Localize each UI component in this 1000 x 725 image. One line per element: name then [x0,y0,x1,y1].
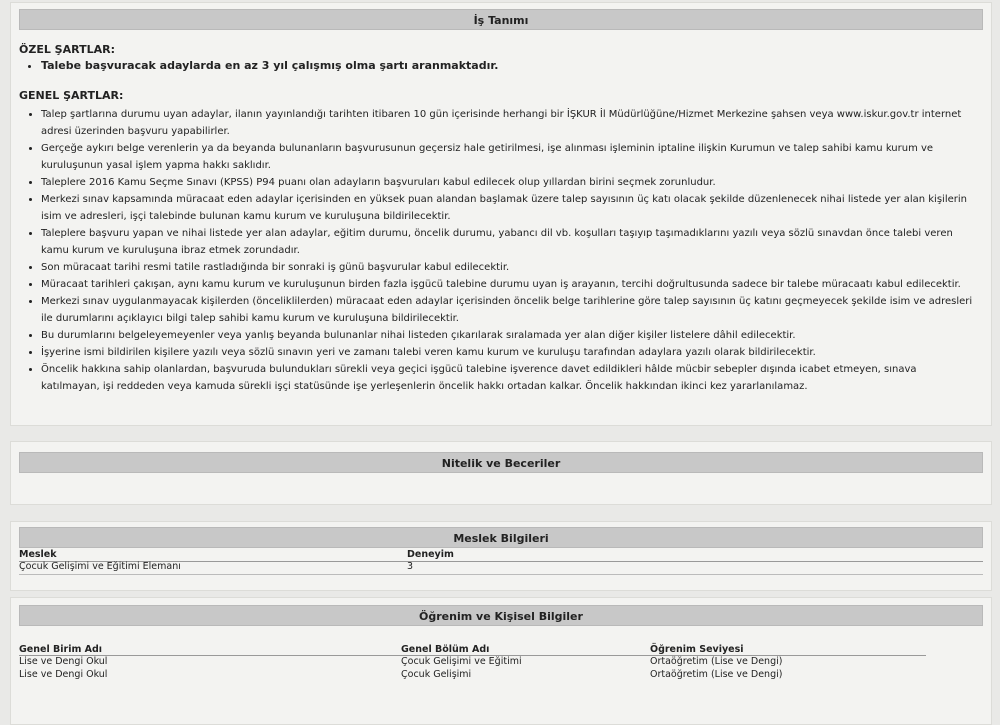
general-conditions-list [19,106,977,395]
education-cell-unit: Lise ve Dengi Okul [19,656,108,667]
profession-row-divider [19,574,983,575]
education-panel [10,597,992,725]
education-cell-department: Çocuk Gelişimi [401,669,472,680]
general-condition-item: • Müracaat tarihleri çakışan, aynı kamu kurum ve kuruluşunun birden fazla işgücü talebine durumu uyan iş arayanın, tercihi doğrultusunda sadece bir talebe müracaatı kabul edilecektir. [41,276,977,293]
general-conditions-title: GENEL ŞARTLAR: [19,89,124,102]
profession-col-experience: Deneyim [407,549,454,560]
education-header: Öğrenim ve Kişisel Bilgiler [19,605,983,626]
profession-header: Meslek Bilgileri [19,527,983,548]
education-col-department: Genel Bölüm Adı [401,644,490,655]
general-condition-item: • Gerçeğe aykırı belge verenlerin ya da beyanda bulunanların başvurusunun geçersiz hale getirilmesi, işe alınması işleminin iptaline ilişkin Kurumun ve talep sahibi kamu kurum ve kuruluşunun yasal işlem yapma hakkı saklıdır. [41,140,977,174]
general-condition-item: • İşyerine ismi bildirilen kişilere yazılı veya sözlü sınavın yeri ve zamanı talebi veren kamu kurum ve kuruluşu tarafından adaylara yazılı olarak bildirilecektir. [41,344,977,361]
education-col-unit: Genel Birim Adı [19,644,103,655]
education-cell-level: Ortaöğretim (Lise ve Dengi) [650,656,783,667]
education-cell-unit: Lise ve Dengi Okul [19,669,108,680]
special-condition-item: • Talebe başvuracak adaylarda en az 3 yıl çalışmış olma şartı aranmaktadır. [41,59,498,72]
general-condition-item: • Öncelik hakkına sahip olanlardan, başvuruda bulundukları sürekli veya geçici işgücü talebine işverence davet edildikleri hâlde mücbir sebepler dışında icabet etmeyen, sınava katılmayan, işi reddeden veya kamuda sürekli işçi statüsünde işe yerleşenlerin öncelik hakkı ortadan kalkar. Öncelik hakkından ikinci kez yararlanılamaz. [41,361,977,395]
profession-panel [10,521,992,591]
education-cell-level: Ortaöğretim (Lise ve Dengi) [650,669,783,680]
general-condition-item: • Merkezi sınav uygulanmayacak kişilerden (önceliklilerden) müracaat eden adaylar içerisinden öncelik belge tarihlerine göre talep sayısının üç katını geçmeyecek şekilde isim ve adresleri ile durumlarını açıklayıcı bilgi talep sahibi kamu kurum ve kuruluşuna bildirilecektir. [41,293,977,327]
job-description-header: İş Tanımı [19,9,983,30]
general-condition-item: • Bu durumlarını belgeleyemeyenler veya yanlış beyanda bulunanlar nihai listeden çıkarılarak sıralamada yer alan diğer kişiler listelere dâhil edilecektir. [41,327,977,344]
general-condition-item: • Talep şartlarına durumu uyan adaylar, ilanın yayınlandığı tarihten itibaren 10 gün içerisinde herhangi bir İŞKUR İl Müdürlüğüne/Hizmet Merkezine şahsen veya www.iskur.gov.tr internet adresi üzerinden başvuru yapabilirler. [41,106,977,140]
special-conditions-list [19,59,498,72]
skills-panel [10,441,992,505]
special-conditions-title: ÖZEL ŞARTLAR: [19,43,115,56]
skills-header: Nitelik ve Beceriler [19,452,983,473]
general-condition-item: • Taleplere 2016 Kamu Seçme Sınavı (KPSS) P94 puanı olan adayların başvuruları kabul edilecek olup yıllardan birini seçmek zorunludur. [41,174,977,191]
education-col-level: Öğrenim Seviyesi [650,644,744,655]
profession-cell-experience: 3 [407,561,414,572]
general-condition-item: • Taleplere başvuru yapan ve nihai listede yer alan adaylar, eğitim durumu, öncelik durumu, yabancı dil vb. koşulları taşıyıp taşımadıklarını yazılı veya sözlü sınavdan önce talebi veren kamu kurum ve kuruluşuna ibraz etmek zorundadır. [41,225,977,259]
general-condition-item: • Son müracaat tarihi resmi tatile rastladığında bir sonraki iş günü başvurular kabul edilecektir. [41,259,977,276]
job-description-panel [10,2,992,426]
education-cell-department: Çocuk Gelişimi ve Eğitimi [401,656,522,667]
profession-col-occupation: Meslek [19,549,57,560]
general-condition-item: • Merkezi sınav kapsamında müracaat eden adaylar içerisinden en yüksek puan alandan başlamak üzere talep sayısının üç katı olacak şekilde düzenlenecek nihai listede yer alan kişilerin isim ve adresleri, işçi talebinde bulunan kamu kurum ve kuruluşuna bildirilecektir. [41,191,977,225]
profession-cell-occupation: Çocuk Gelişimi ve Eğitimi Elemanı [19,561,181,572]
